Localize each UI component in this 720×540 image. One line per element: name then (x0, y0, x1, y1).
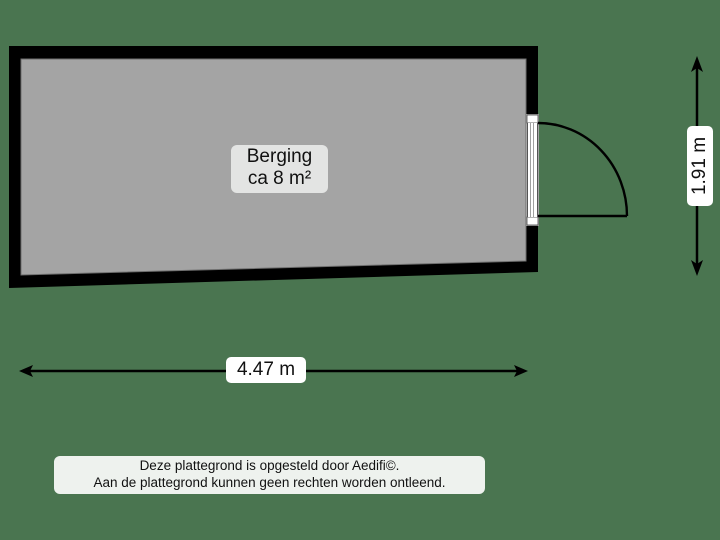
disclaimer-box (54, 456, 485, 494)
width-dimension-label: 4.47 m (226, 357, 306, 383)
door (526, 114, 627, 226)
disclaimer-line-2: Aan de plattegrond kunnen geen rechten worden ontleend. (93, 474, 446, 490)
room-label (231, 145, 328, 193)
door-swing-arc (538, 123, 627, 216)
room-name: Berging (246, 146, 313, 167)
room-area: ca 8 m² (247, 168, 312, 189)
disclaimer-line-1: Deze plattegrond is opgesteld door Aedifi©. (139, 458, 400, 473)
height-dimension-label: 1.91 m (687, 126, 713, 206)
